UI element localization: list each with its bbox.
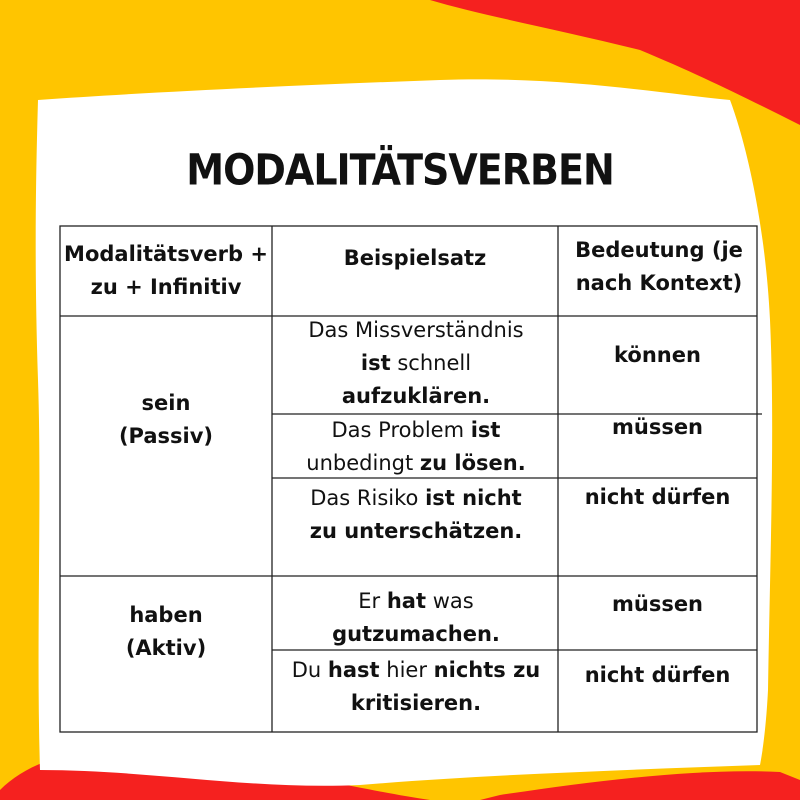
meaning-cell: können <box>614 342 701 367</box>
verb-label: sein <box>141 391 191 415</box>
meaning-cell: nicht dürfen <box>584 662 731 687</box>
example-sentence: Das Risiko ist nicht zu unterschätzen. <box>309 486 523 543</box>
verb-cell-haben <box>60 596 272 668</box>
example-sentence: Er hat was gutzumachen. <box>332 589 500 646</box>
page-title: MODALITÄTSVERBEN <box>186 145 614 195</box>
verb-form-label: (Aktiv) <box>125 636 207 660</box>
example-sentence: Das Missverständnis ist schnell aufzuklären. <box>308 317 524 408</box>
header-meaning: Bedeutung (je nach Kontext) <box>575 238 743 295</box>
example-sentence: Das Problem ist unbedingt zu lösen. <box>306 418 526 475</box>
meaning-cell: nicht dürfen <box>584 484 731 509</box>
example-cell <box>278 313 554 413</box>
header-example: Beispielsatz <box>343 246 487 270</box>
verb-form-label: (Passiv) <box>118 424 214 448</box>
verb-label: haben <box>129 603 203 627</box>
example-cell <box>278 414 554 480</box>
example-cell <box>278 585 554 651</box>
example-cell <box>278 480 554 550</box>
meaning-cell: müssen <box>611 591 704 616</box>
meaning-cell: müssen <box>611 414 704 439</box>
header-verb: Modalitätsverb + zu + Infinitiv <box>64 242 268 299</box>
example-cell <box>278 652 554 722</box>
verb-cell-sein <box>60 384 272 456</box>
example-sentence: Du hast hier nichts zu kritisieren. <box>291 658 541 715</box>
